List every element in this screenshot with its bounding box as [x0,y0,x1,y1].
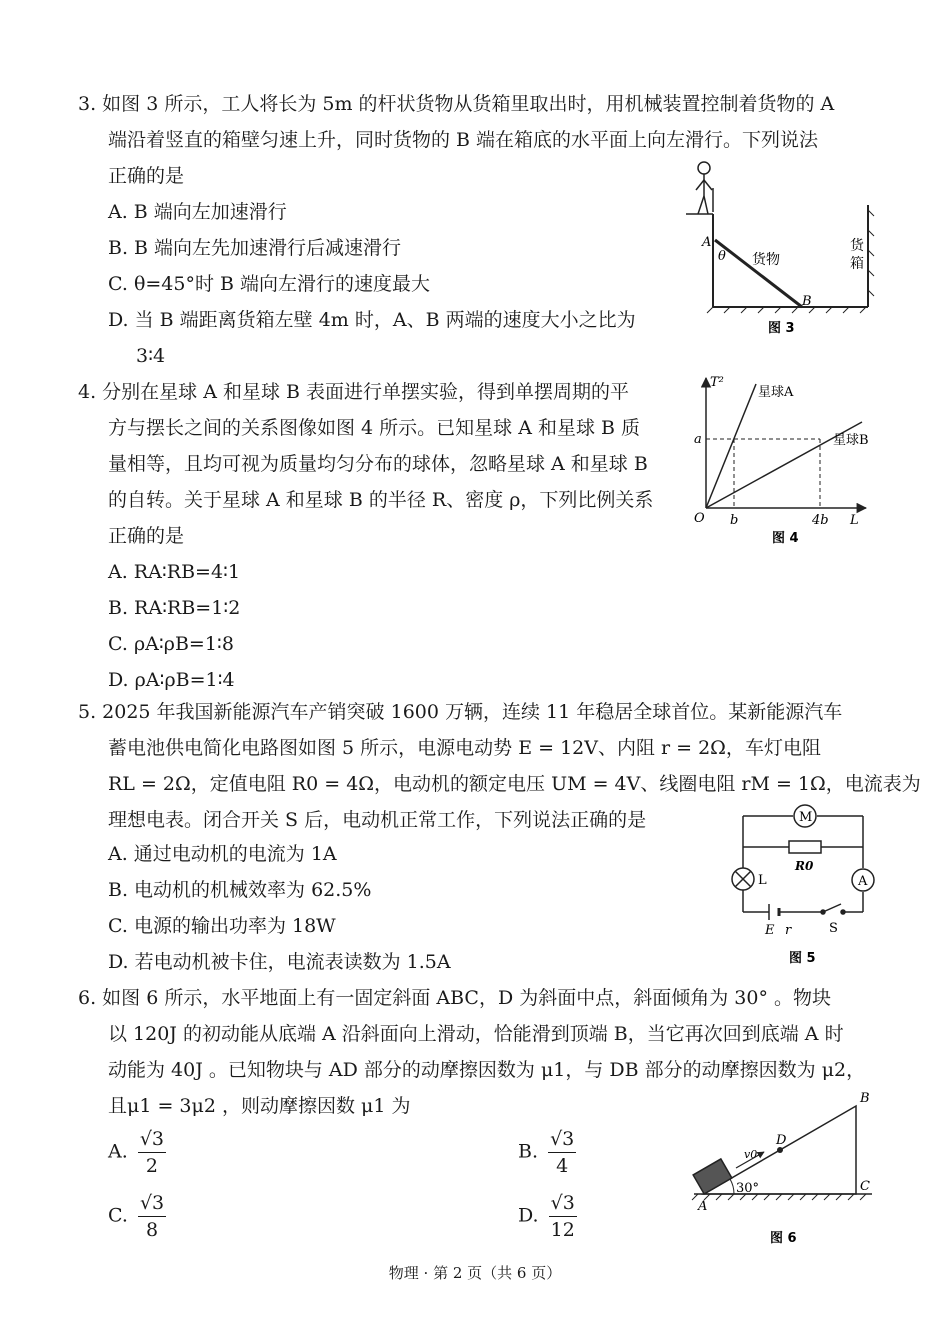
planet-a-label: 星球A [758,385,794,400]
q6-option-b-denominator: 4 [556,1155,569,1177]
tick-b: b [730,513,739,528]
q6-option-c-fraction [138,1190,166,1243]
q3-option-d: D. 当 B 端距离货箱左壁 4m 时，A、B 两端的速度大小之比为 [108,309,636,331]
q6-option-a-letter: A. [108,1140,128,1163]
q3-option-c: C. θ=45°时 B 端向左滑行的速度最大 [108,273,431,295]
q5-option-a: A. 通过电动机的电流为 1A [108,843,337,865]
figure-5 [725,802,885,968]
q6-option-b-numerator: √3 [548,1126,576,1153]
q6-line-4: 且μ1 = 3μ2 ，则动摩擦因数 μ1 为 [108,1095,411,1117]
lamp-icon [732,868,754,890]
q5-line-2: 蓄电池供电简化电路图如图 5 所示，电源电动势 E = 12V、内阻 r = 2Ω，车灯电阻 [108,737,821,759]
label-box-2: 箱 [850,256,864,272]
q3-line-1: 3. 如图 3 所示，工人将长为 5m 的杆状货物从货箱里取出时，用机械装置控制着货物的 A [78,93,835,115]
resistor-r0 [789,841,821,853]
motor-label: M [799,810,813,825]
q6-option-d [518,1190,577,1243]
label-b: B [860,1091,870,1106]
figure-4-caption: 图 4 [772,531,799,546]
angle-arc [730,1179,734,1194]
q5-line-1: 5. 2025 年我国新能源汽车产销突破 1600 万辆，连续 11 年稳居全球首位。某新能源汽车 [78,701,843,723]
figure-3 [680,150,880,340]
figure-6-caption: 图 6 [770,1231,797,1246]
q4-line-3: 量相等，且均可视为质量均匀分布的球体，忽略星球 A 和星球 B [108,453,648,475]
figure-5-caption: 图 5 [789,951,816,966]
resistor-label: R0 [795,859,814,873]
lamp-label: L [758,873,767,888]
page-footer: 物理 · 第 2 页（共 6 页） [388,1264,562,1282]
figure-4 [690,372,880,550]
emf-label: E [765,923,775,938]
q4-option-d: D. ρA∶ρB=1∶4 [108,669,235,691]
q6-option-c-numerator: √3 [138,1190,166,1217]
q6-option-d-numerator: √3 [549,1190,577,1217]
q6-option-b-fraction [548,1126,576,1179]
q4-option-b: B. RA∶RB=1∶2 [108,597,241,619]
line-planet-a [706,384,756,508]
q3-option-a: A. B 端向左加速滑行 [108,201,287,223]
figure-3-caption: 图 3 [768,321,795,336]
cargo-rod [715,240,802,307]
dashed-guides [706,439,820,508]
q5-line-3: RL = 2Ω，定值电阻 R0 = 4Ω，电动机的额定电压 UM = 4V、线圈电阻 rM = 1Ω，电流表为 [108,773,921,795]
q6-line-3: 动能为 40J 。已知物块与 AD 部分的动摩擦因数为 μ1，与 DB 部分的动摩擦因数为 μ2， [108,1059,866,1081]
q6-option-c-letter: C. [108,1204,128,1227]
q6-option-a [108,1126,166,1179]
label-a: A [698,1199,708,1214]
label-a: A [702,235,712,250]
label-theta: θ [718,249,726,264]
label-cargo: 货物 [752,252,780,268]
switch-label: S [829,921,838,936]
q3-line-3: 正确的是 [108,165,185,187]
planet-b-label: 星球B [833,433,869,448]
internal-label: r [785,923,792,938]
q4-line-5: 正确的是 [108,525,185,547]
q5-option-c: C. 电源的输出功率为 18W [108,915,336,937]
label-box-1: 货 [850,238,864,254]
battery-icon [769,904,779,920]
q6-option-d-fraction [549,1190,577,1243]
q4-line-2: 方与摆长之间的关系图像如图 4 所示。已知星球 A 和星球 B 质 [108,417,641,439]
origin-label: O [694,511,705,526]
q4-line-4: 的自转。关于星球 A 和星球 B 的半径 R、密度 ρ，下列比例关系 [108,489,654,511]
switch-icon [821,904,845,914]
q6-option-a-fraction [138,1126,166,1179]
q5-option-b: B. 电动机的机械效率为 62.5% [108,879,372,901]
x-axis-label: L [850,513,859,528]
label-d: D [776,1133,787,1148]
q6-option-a-numerator: √3 [138,1126,166,1153]
ground-hatching [692,1194,866,1200]
label-b: B [802,294,812,309]
ammeter-label: A [858,874,868,889]
block [693,1159,732,1194]
y-axis-label: T² [710,375,724,390]
q3-option-d-continued: 3∶4 [136,345,166,367]
q3-line-2: 端沿着竖直的箱壁匀速上升，同时货物的 B 端在箱底的水平面上向左滑行。下列说法 [108,129,819,151]
q6-line-2: 以 120J 的初动能从底端 A 沿斜面向上滑动，恰能滑到顶端 B，当它再次回到底端 A 时 [108,1023,844,1045]
tick-4b: 4b [812,513,829,528]
q6-option-c-denominator: 8 [146,1219,159,1241]
tick-a: a [694,432,702,447]
q4-line-1: 4. 分别在星球 A 和星球 B 表面进行单摆实验，得到单摆周期的平 [78,381,630,403]
q6-option-b-letter: B. [518,1140,539,1163]
q6-line-1: 6. 如图 6 所示，水平地面上有一固定斜面 ABC，D 为斜面中点，斜面倾角为 30° 。物块 [78,987,831,1009]
angle-label: 30° [736,1181,760,1196]
q6-option-d-denominator: 12 [550,1219,575,1241]
q3-option-b: B. B 端向左先加速滑行后减速滑行 [108,237,402,259]
q4-option-c: C. ρA∶ρB=1∶8 [108,633,234,655]
q6-option-a-denominator: 2 [145,1155,158,1177]
q5-line-4: 理想电表。闭合开关 S 后，电动机正常工作，下列说法正确的是 [108,809,647,831]
label-v0: v0 [744,1148,758,1161]
q5-option-d: D. 若电动机被卡住，电流表读数为 1.5A [108,951,451,973]
q4-option-a: A. RA∶RB=4∶1 [108,561,241,583]
q6-option-c [108,1190,166,1243]
figure-6 [690,1086,890,1250]
worker-figure [696,162,713,214]
q6-option-b [518,1126,576,1179]
label-c: C [860,1179,870,1194]
q6-option-d-letter: D. [518,1204,539,1227]
